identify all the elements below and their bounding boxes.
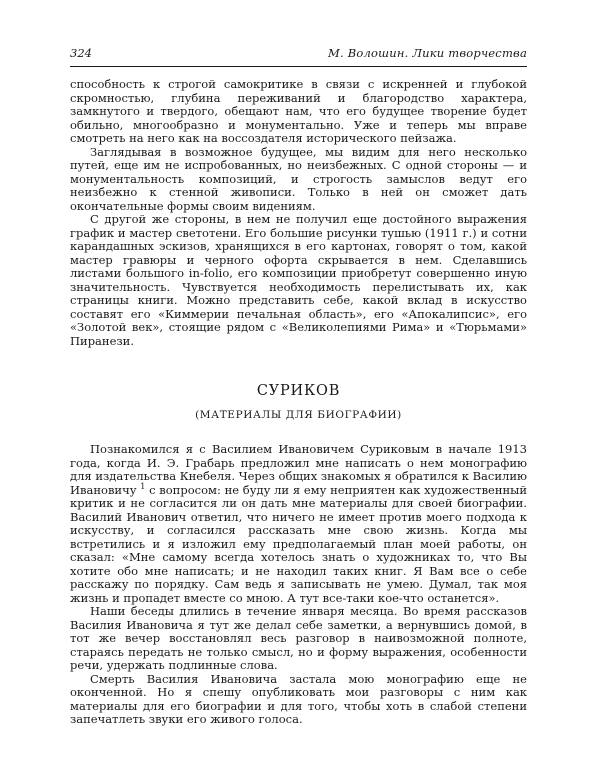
section-title: СУРИКОВ [256,383,341,399]
paragraph [70,443,527,605]
page-number: 324 [70,46,92,60]
body-text [70,78,527,727]
section-subtitle: (МАТЕРИАЛЫ ДЛЯ БИОГРАФИИ) [195,409,402,421]
header-rule [70,66,527,67]
paragraph: Смерть Василия Ивановича застала мою монографию еще не оконченной. Но я спешу опубликовать мои разговоры с ним как материалы для его биографии и для того, чтобы хоть в слабой степени запечатлеть звуки его живого голоса. [70,671,527,726]
paragraph: Наши беседы длились в течение января месяца. Во время рассказов Василия Ивановича я тут же делал себе заметки, а вернувшись домой, в тот же вечер восстановлял весь разговор в наивозможной полноте, стараясь передать не только смысл, но и форму выражения, особенности речи, удержать подлинные слова. [70,604,527,672]
paragraph: С другой же стороны, в нем не получил еще достойного выражения график и мастер светотени. Его большие рисунки тушью (1911 г.) и сотни карандашных эскизов, хранящихся в его картонах, говорят о том, какой мастер гравюры и черного офорта скрывается в нем. Сделавшись листами большого in-folio, его композиции приобретут совершенно иную значительность. Чувствуется необходимость перелистывать их, как страницы книги. Можно представить себе, какой вклад в искусство составят его «Киммерии печальная область», его «Апокалипсис», его «Золотой век», стоящие рядом с «Великолепиями Рима» и «Тюрьмами» Пиранези. [70,212,527,348]
paragraph-continued: способность к строгой самокритике в связи с искренней и глубокой скромностью, глубина переживаний и благородство характера, замкнутого и твердого, обещают нам, что его будущее творение будет обильно, многообразно и монументально. Уже и теперь мы вправе смотреть на него как на воссоздателя исторического пейзажа. [70,77,527,145]
paragraph: Заглядывая в возможное будущее, мы видим для него несколько путей, еще им не испробованных, но неизбежных. С одной стороны — и монументальность композиций, и строгость замыслов ведут его неизбежно к стенной живописи. Только в ней он сможет дать окончательные формы своим видениям. [70,144,527,213]
biography-text [70,443,527,727]
running-title: М. Волошин. Лики творчества [328,46,527,60]
paragraph-text: с вопросом: не буду ли я ему неприятен как художественный критик и не согласится ли он дать мне материалы для своей биографии. Василий Иванович ответил, что ничего не имеет против моего подхода к искусству, и согласился рассказать мне свою жизнь. Когда мы встретились и я изложил ему предполагаемый план моей работы, он сказал: «Мне самому всегда хотелось знать о художниках то, что Вы хотите обо мне написать; и не находил таких книг. Я Вам все о себе расскажу по порядку. Сам ведь я записывать не умею. Думал, так моя жизнь и пропадет вместе со мною. А тут все-таки кое-что останется». [70,482,527,605]
running-head [70,46,527,64]
paragraph-text: Познакомился я с Василием Ивановичем Суриковым в начале 1913 года, когда И. Э. Грабарь предложил мне написать о нем монографию для издательства Кнебеля. Через общих знакомых я обратился к Василию Ивановичу [70,442,527,497]
footnote-marker[interactable]: 1 [140,481,146,491]
